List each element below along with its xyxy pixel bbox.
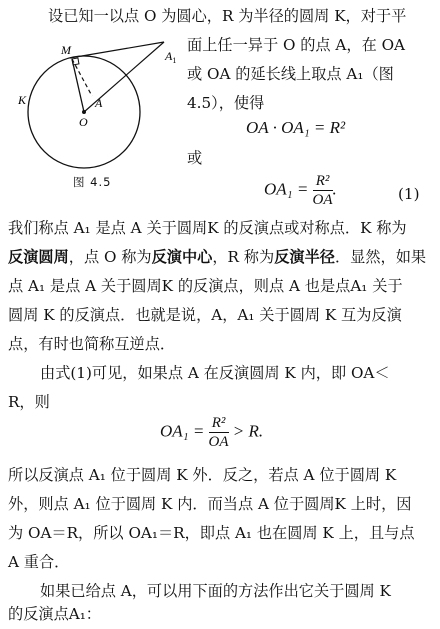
para-line-4: 圆周 K 的反演点．也就是说，A，A₁ 关于圆周 K 互为反演 <box>8 306 402 324</box>
label-o: O <box>79 115 88 129</box>
line-1: 设已知一以点 O 为圆心，R 为半径的圆周 K，对于平 <box>48 7 407 25</box>
term-inversion-radius: 反演半径 <box>274 248 335 266</box>
para-line-13: 的反演点A₁： <box>8 605 101 623</box>
tangent-line <box>70 42 164 58</box>
term-inversion-center: 反演中心 <box>151 248 213 266</box>
equation-tag: (1) <box>398 185 420 203</box>
para-line-6: 由式(1)可见，如果点 A 在反演圆周 K 内，即 OA＜ <box>40 364 390 382</box>
equation-2: OA₁ = $\frac{\text{R²}}{OA}$ . <box>264 173 337 208</box>
line-3: 或 OA 的延长线上取点 A₁（图 <box>187 65 394 83</box>
label-a: A <box>95 96 103 110</box>
para-line-5: 点，有时也简称互逆点． <box>8 335 176 353</box>
inversion-figure <box>14 34 194 184</box>
para-line-2: 反演圆周，点 O 称为反演中心，R 称为反演半径．显然，如果 <box>8 248 427 266</box>
para-line-7: R，则 <box>8 393 50 411</box>
para-line-12: 如果已给点 A，可以用下面的方法作出它关于圆周 K <box>40 582 391 600</box>
label-a1: $A_1$ <box>165 49 177 65</box>
label-m: M <box>61 43 71 57</box>
term-inversion-circle: 反演圆周 <box>8 248 69 266</box>
para-line-10: 为 OA＝R，所以 OA₁＝R，即点 A₁ 也在圆周 K 上，且与点 <box>8 524 415 542</box>
figure-caption: 图 4.5 <box>73 175 112 189</box>
para-line-11: A 重合． <box>8 553 70 571</box>
word-or: 或 <box>187 149 203 167</box>
label-k: K <box>18 93 27 107</box>
line-4: 4.5），使得 <box>187 94 265 112</box>
para-line-3: 点 A₁ 是点 A 关于圆周K 的反演点，则点 A 也是点A₁ 关于 <box>8 277 403 295</box>
para-line-8: 所以反演点 A₁ 位于圆周 K 外．反之，若点 A 位于圆周 K <box>8 466 397 484</box>
equation-3: OA₁ = $\frac{\text{R²}}{OA}$ > R. <box>160 415 264 450</box>
radius-om <box>72 59 84 112</box>
para-line-9: 外，则点 A₁ 位于圆周 K 内．而当点 A 位于圆周K 上时，因 <box>8 495 412 513</box>
para-line-1: 我们称点 A₁ 是点 A 关于圆周K 的反演点或对称点．K 称为 <box>8 219 407 237</box>
equation-1: OA · OA₁ = R² <box>246 118 346 137</box>
line-2: 面上任一异于 O 的点 A，在 OA <box>187 36 406 54</box>
point-o <box>82 110 86 114</box>
